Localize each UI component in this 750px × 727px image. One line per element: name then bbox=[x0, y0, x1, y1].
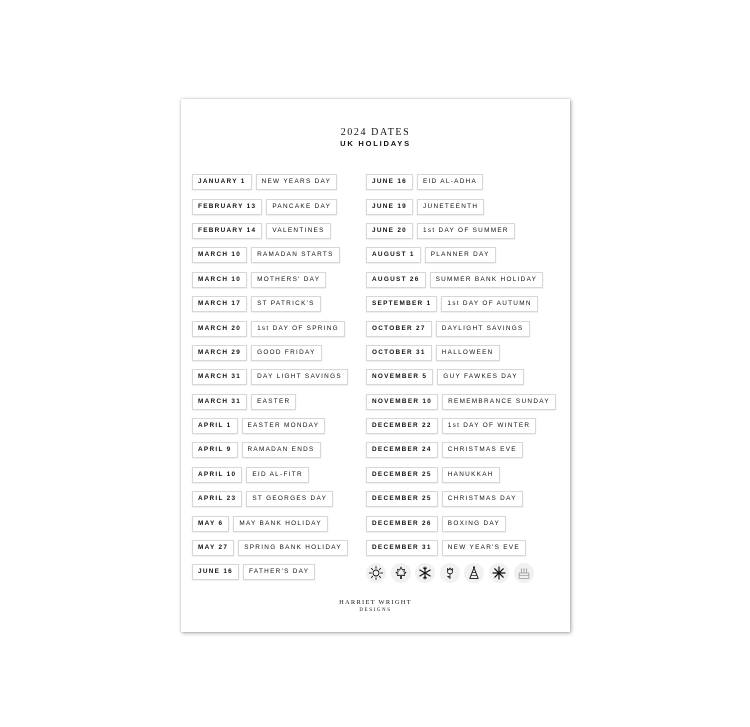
date-label: DECEMBER 31 bbox=[366, 540, 438, 556]
event-label: MOTHERS' DAY bbox=[251, 272, 326, 288]
holiday-sheet bbox=[181, 99, 570, 632]
date-label: DECEMBER 25 bbox=[366, 467, 438, 483]
date-label: JUNE 16 bbox=[366, 174, 413, 190]
holiday-row bbox=[192, 268, 348, 292]
holiday-row bbox=[192, 390, 348, 414]
event-label: RAMADAN STARTS bbox=[251, 247, 340, 263]
event-label: HALLOWEEN bbox=[436, 345, 500, 361]
event-label: CHRISTMAS DAY bbox=[442, 491, 523, 507]
date-label: AUGUST 26 bbox=[366, 272, 426, 288]
brand-footer bbox=[181, 599, 570, 614]
holiday-row bbox=[366, 292, 556, 316]
event-label: REMEMBRANCE SUNDAY bbox=[442, 394, 556, 410]
event-label: BOXING DAY bbox=[442, 516, 506, 532]
sticker-icons-row bbox=[366, 561, 556, 585]
date-label: DECEMBER 26 bbox=[366, 516, 438, 532]
event-label: EID AL-FITR bbox=[246, 467, 309, 483]
event-label: CHRISTMAS EVE bbox=[442, 442, 523, 458]
event-label: PANCAKE DAY bbox=[266, 199, 337, 215]
event-label: SPRING BANK HOLIDAY bbox=[238, 540, 348, 556]
date-label: APRIL 10 bbox=[192, 467, 242, 483]
date-label: APRIL 9 bbox=[192, 442, 238, 458]
event-label: PLANNER DAY bbox=[425, 247, 496, 263]
event-label: MAY BANK HOLIDAY bbox=[233, 516, 328, 532]
event-label: EASTER MONDAY bbox=[242, 418, 326, 434]
date-label: MAY 6 bbox=[192, 516, 229, 532]
date-label: OCTOBER 27 bbox=[366, 321, 432, 337]
page-title: 2024 DATES bbox=[340, 127, 411, 138]
holiday-row bbox=[192, 365, 348, 389]
date-label: MARCH 17 bbox=[192, 296, 247, 312]
holiday-row bbox=[192, 194, 348, 218]
holiday-row bbox=[366, 170, 556, 194]
event-label: NEW YEARS DAY bbox=[256, 174, 338, 190]
event-label: ST GEORGES DAY bbox=[246, 491, 333, 507]
date-label: MAY 27 bbox=[192, 540, 234, 556]
event-label: EASTER bbox=[251, 394, 296, 410]
brand-subtitle: DESIGNS bbox=[359, 608, 392, 613]
party-hat-icon bbox=[464, 563, 484, 583]
date-label: OCTOBER 31 bbox=[366, 345, 432, 361]
right-column bbox=[366, 170, 556, 585]
date-label: FEBRUARY 14 bbox=[192, 223, 262, 239]
holiday-row bbox=[366, 463, 556, 487]
holiday-row bbox=[192, 219, 348, 243]
date-label: APRIL 1 bbox=[192, 418, 238, 434]
date-label: AUGUST 1 bbox=[366, 247, 421, 263]
holiday-row bbox=[192, 414, 348, 438]
holiday-row bbox=[192, 511, 348, 535]
event-label: 1st DAY OF WINTER bbox=[442, 418, 537, 434]
holiday-row bbox=[366, 365, 556, 389]
holiday-row bbox=[366, 316, 556, 340]
date-label: NOVEMBER 10 bbox=[366, 394, 438, 410]
holiday-row bbox=[192, 438, 348, 462]
event-label: ST PATRICK'S bbox=[251, 296, 321, 312]
date-label: JUNE 20 bbox=[366, 223, 413, 239]
holiday-row bbox=[366, 219, 556, 243]
page-subtitle: UK HOLIDAYS bbox=[340, 139, 411, 148]
date-label: JUNE 16 bbox=[192, 564, 239, 580]
date-label: APRIL 23 bbox=[192, 491, 242, 507]
event-label: FATHER'S DAY bbox=[243, 564, 315, 580]
event-label: VALENTINES bbox=[266, 223, 330, 239]
maple-leaf-icon bbox=[391, 563, 411, 583]
date-label: JUNE 19 bbox=[366, 199, 413, 215]
event-label: 1st DAY OF AUTUMN bbox=[441, 296, 537, 312]
event-label: RAMADAN ENDS bbox=[242, 442, 321, 458]
event-label: EID AL-ADHA bbox=[417, 174, 483, 190]
holiday-row bbox=[366, 390, 556, 414]
holiday-row bbox=[192, 243, 348, 267]
birthday-cake-icon bbox=[514, 563, 534, 583]
date-label: MARCH 10 bbox=[192, 272, 247, 288]
date-label: SEPTEMBER 1 bbox=[366, 296, 437, 312]
date-label: FEBRUARY 13 bbox=[192, 199, 262, 215]
holiday-row bbox=[192, 560, 348, 584]
holiday-row bbox=[366, 511, 556, 535]
holiday-row bbox=[366, 341, 556, 365]
sun-icon bbox=[366, 563, 386, 583]
holiday-row bbox=[192, 316, 348, 340]
holiday-row bbox=[366, 194, 556, 218]
holiday-row bbox=[192, 292, 348, 316]
holiday-row bbox=[192, 463, 348, 487]
holiday-row bbox=[192, 341, 348, 365]
holiday-row bbox=[366, 243, 556, 267]
firework-icon bbox=[489, 563, 509, 583]
holiday-row bbox=[366, 487, 556, 511]
event-label: NEW YEAR'S EVE bbox=[442, 540, 526, 556]
date-label: MARCH 31 bbox=[192, 394, 247, 410]
date-label: MARCH 29 bbox=[192, 345, 247, 361]
event-label: DAYLIGHT SAVINGS bbox=[436, 321, 530, 337]
holiday-row bbox=[366, 438, 556, 462]
event-label: HANUKKAH bbox=[442, 467, 500, 483]
brand-name: HARRIET WRIGHT bbox=[339, 599, 412, 606]
date-label: JANUARY 1 bbox=[192, 174, 252, 190]
date-label: NOVEMBER 5 bbox=[366, 369, 433, 385]
date-label: DECEMBER 22 bbox=[366, 418, 438, 434]
date-label: DECEMBER 24 bbox=[366, 442, 438, 458]
left-column bbox=[192, 170, 348, 585]
event-label: GOOD FRIDAY bbox=[251, 345, 322, 361]
holiday-row bbox=[366, 414, 556, 438]
holiday-row bbox=[192, 487, 348, 511]
event-label: JUNETEENTH bbox=[417, 199, 484, 215]
holiday-row bbox=[192, 536, 348, 560]
event-label: SUMMER BANK HOLIDAY bbox=[430, 272, 544, 288]
holiday-row bbox=[366, 268, 556, 292]
event-label: DAY LIGHT SAVINGS bbox=[251, 369, 348, 385]
holiday-row bbox=[366, 536, 556, 560]
snowflake-icon bbox=[415, 563, 435, 583]
event-label: 1st DAY OF SUMMER bbox=[417, 223, 515, 239]
date-label: MARCH 10 bbox=[192, 247, 247, 263]
date-label: DECEMBER 25 bbox=[366, 491, 438, 507]
event-label: 1st DAY OF SPRING bbox=[251, 321, 345, 337]
holiday-row bbox=[192, 170, 348, 194]
date-label: MARCH 31 bbox=[192, 369, 247, 385]
tulip-icon bbox=[440, 563, 460, 583]
event-label: GUY FAWKES DAY bbox=[437, 369, 524, 385]
date-label: MARCH 20 bbox=[192, 321, 247, 337]
